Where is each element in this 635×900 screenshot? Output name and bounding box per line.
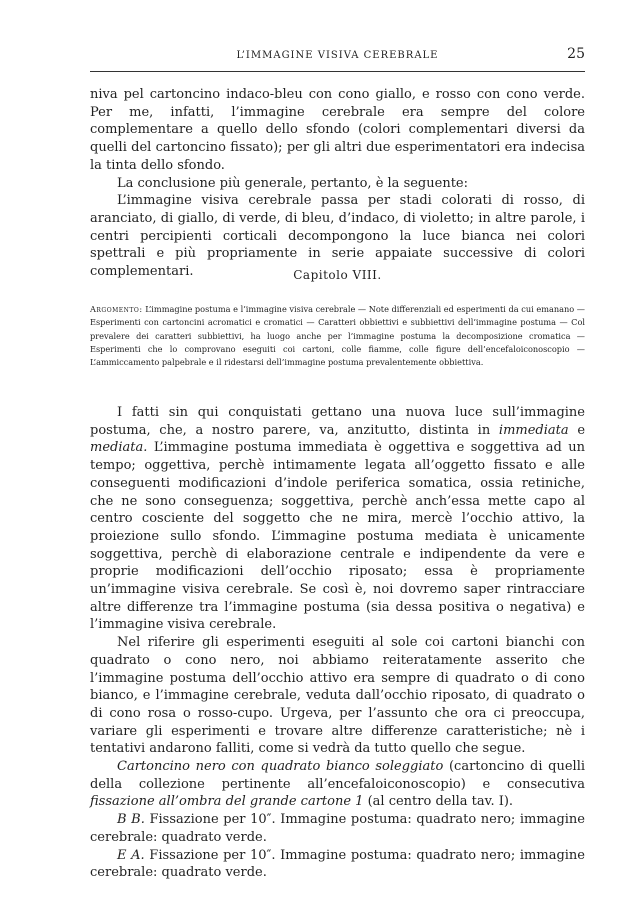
- paragraph: niva pel cartoncino indaco-bleu con cono giallo, e rosso con cono verde. Per me, infatti, l’immagine cerebrale era sempre del colore complementare a quello dello sfondo (colori complementari diversi da quelli del cartoncino fissato); per gli altri due esperimentatori era indecisa la tinta dello sfondo.: [90, 87, 585, 173]
- paragraph: Nel riferire gli esperimenti eseguiti al sole coi cartoni bianchi con quadrato o cono nero, noi abbiamo reiteratamente asserito che l’immagine postuma dell’occhio attivo era sempre di quadrato o di cono bianco, e l’immagine cerebrale, veduta dall’occhio riposato, di quadrato o di cono rosa o rosso-cupo. Urgeva, per l’assunto che ora ci preoccupa, variare gli esperimenti e trovare altre differenze caratteristiche; nè i tentativi andarono falliti, come si vedrà da tutto quello che segue.: [90, 635, 585, 757]
- summary-label: Argomento:: [90, 304, 143, 314]
- emphasis: immediata: [498, 422, 569, 438]
- subject-initials: B B.: [117, 812, 145, 828]
- page-header: [90, 46, 585, 66]
- emphasis: mediata.: [90, 440, 148, 456]
- summary-text: L’immagine postuma e l’immagine visiva cerebrale — Note differenziali ed esperimenti da cui emanano — Esperimenti con cartoncini acromatici e cromatici — Caratteri obbiettivi e subbiettivi dell’immagine postuma — Col prevalere dei caratteri subbiettivi, ha luogo anche per l’immagine postuma la decomposizione cromatica — Esperimenti che lo comprovano eseguiti coi cartoni, colle fiamme, colle figure dell’encefaloiconoscopio — L’ammiccamento palpebrale e il ridestarsi dell’immagine postuma prevalentemente obbiettiva.: [90, 304, 585, 368]
- page-number: 25: [567, 46, 585, 62]
- paragraph: I fatti sin qui conquistati gettano una nuova luce sull’immagine postuma, che, a nostro parere, va, anzitutto, distinta in immediata e mediata. L’immagine postuma immediata è oggettiva e soggettiva ad un tempo; oggettiva, perchè intimamente legata all’oggetto fissato e alle conseguenti modificazioni d’indole periferica somatica, ossia retiniche, che ne sono conseguenza; soggettiva, perchè anch’essa mette capo al centro cosciente del soggetto che ne mira, mercè l’occhio attivo, la proiezione sullo sfondo. L’immagine postuma mediata è unicamente soggettiva, perchè di elaborazione centrale e indipendente da vere e proprie modificazioni dell’occhio riposato; essa è propriamente un’immagine visiva cerebrale. Se così è, noi dovremo saper rintracciare altre differenze tra l’immagine postuma (sia dessa positiva o negativa) e l’immagine visiva cerebrale.: [90, 405, 586, 633]
- paragraph: Cartoncino nero con quadrato bianco soleggiato (cartoncino di quelli della collezione pertinente all’encefaloiconoscopio) e consecutiva fissazione all’ombra del grande cartone 1 (al centro della tav. I).: [90, 759, 586, 810]
- chapter-summary: [90, 303, 585, 369]
- chapter-title: Capitolo VIII.: [293, 268, 382, 282]
- paragraph: L’immagine visiva cerebrale passa per stadi colorati di rosso, di aranciato, di giallo, di verde, di bleu, d’indaco, di violetto; in altre parole, i centri percipienti corticali decompongono la luce bianca nei colori spettrali e più propriamente in serie appaiate successive di colori complementari.: [90, 193, 585, 280]
- emphasis: Cartoncino nero con quadrato bianco soleggiato: [117, 759, 444, 775]
- running-title: L’IMMAGINE VISIVA CEREBRALE: [236, 50, 439, 61]
- top-section: [90, 86, 585, 281]
- paragraph: La conclusione più generale, pertanto, è la seguente:: [117, 175, 468, 191]
- emphasis: fissazione all’ombra del grande cartone 1: [90, 794, 364, 810]
- observation-entry: E A. Fissazione per 10″. Immagine postuma: quadrato nero; immagine cerebrale: quadrato verde.: [90, 847, 585, 881]
- header-rule: [90, 71, 585, 72]
- subject-initials: E A.: [117, 847, 145, 863]
- main-text: [90, 404, 585, 882]
- observation-entry: B B. Fissazione per 10″. Immagine postuma: quadrato nero; immagine cerebrale: quadrato verde.: [90, 812, 585, 845]
